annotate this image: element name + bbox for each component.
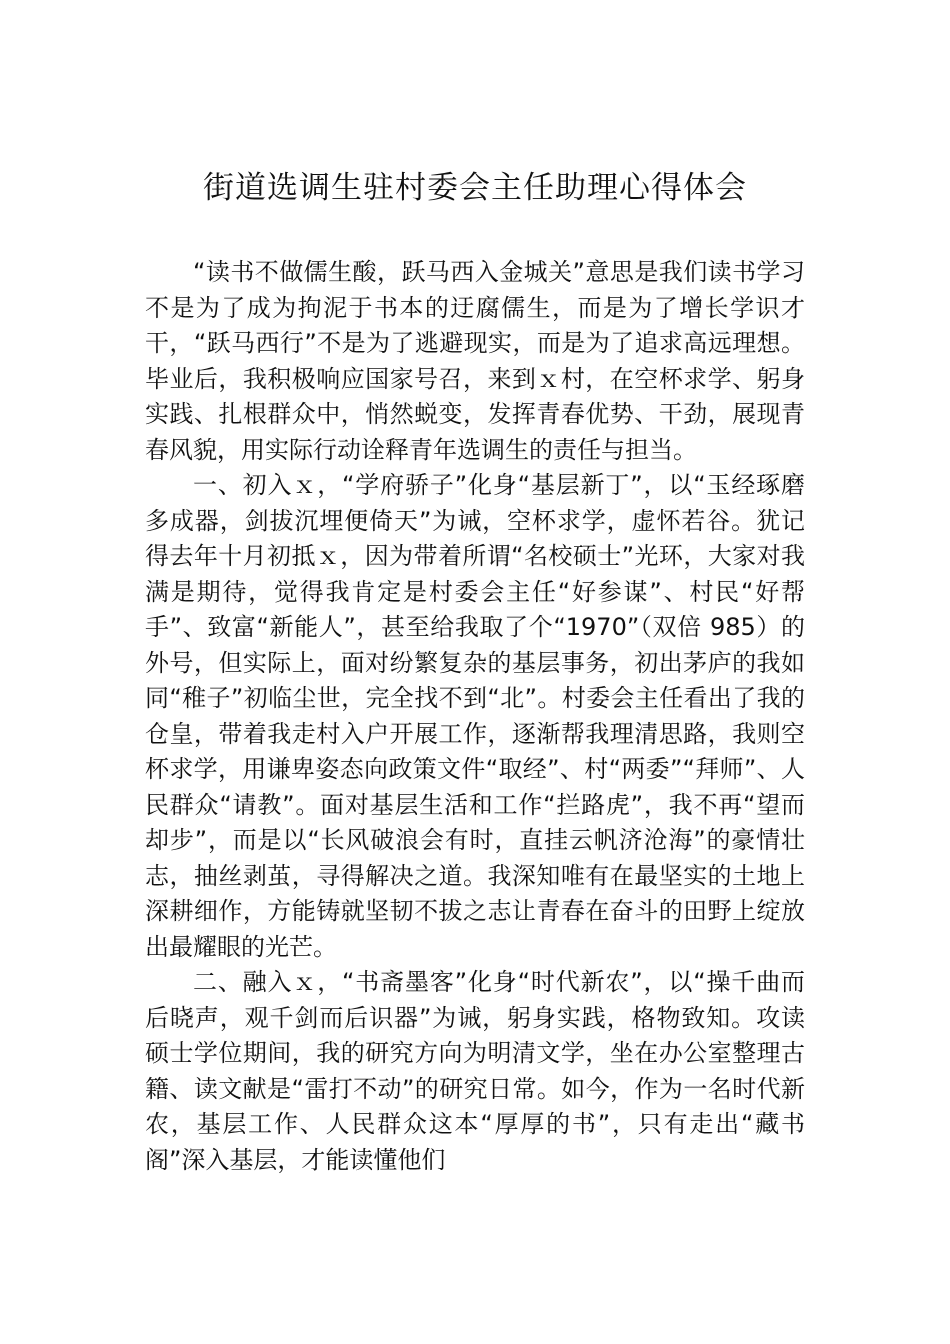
paragraph-section-one: 一、初入ｘ，“学府骄子”化身“基层新丁”，以“玉经琢磨多成器，剑拔沉埋便倚天”为诫，空杯求学，虚怀若谷。犹记得去年十月初抵ｘ，因为带着所谓“名校硕士”光环，大家对我满是期待，觉得我肯定是村委会主任“好参谋”、村民“好帮手”、致富“新能人”，甚至给我取了个“1970”（双倍 985）的外号，但实际上，面对纷繁复杂的基层事务，初出茅庐的我如同“稚子”初临尘世，完全找不到“北”。村委会主任看出了我的仓皇，带着我走村入户开展工作，逐渐帮我理清思路，我则空杯求学，用谦卑姿态向政策文件“取经”、村“两委”“拜师”、人民群众“请教”。面对基层生活和工作“拦路虎”，我不再“望而却步”，而是以“长风破浪会有时，直挂云帆济沧海”的豪情壮志，抽丝剥茧，寻得解决之道。我深知唯有在最坚实的土地上深耕细作，方能铸就坚韧不拔之志让青春在奋斗的田野上绽放出最耀眼的光芒。 (145, 471, 805, 961)
paragraph-intro: “读书不做儒生酸，跃马西入金城关”意思是我们读书学习不是为了成为拘泥于书本的迂腐儒生，而是为了增长学识才干，“跃马西行”不是为了逃避现实，而是为了追求高远理想。毕业后，我积极响应国家号召，来到ｘ村，在空杯求学、躬身实践、扎根群众中，悄然蜕变，发挥青春优势、干劲，展现青春风貌，用实际行动诠释青年选调生的责任与担当。 (145, 258, 805, 464)
document-body (145, 255, 805, 1178)
document-title: 街道选调生驻村委会主任助理心得体会 (203, 170, 747, 206)
paragraph-section-two: 二、融入ｘ，“书斋墨客”化身“时代新农”，以“操千曲而后晓声，观千剑而后识器”为诫，躬身实践，格物致知。攻读硕士学位期间，我的研究方向为明清文学，坐在办公室整理古籍、读文献是“雷打不动”的研究日常。如今，作为一名时代新农，基层工作、人民群众这本“厚厚的书”，只有走出“藏书阁”深入基层，才能读懂他们 (145, 968, 805, 1174)
